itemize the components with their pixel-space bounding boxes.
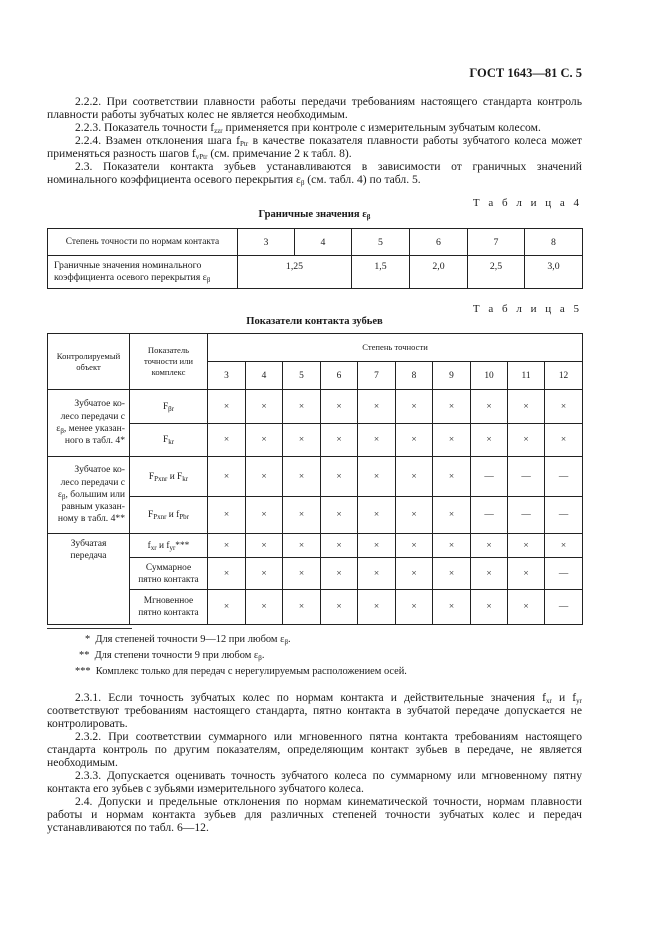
mark-cell: ×	[208, 558, 246, 590]
table4-degree: 5	[352, 229, 410, 256]
mark-cell: ×	[246, 534, 283, 558]
footnote-divider	[47, 628, 132, 629]
degree-cell: 9	[433, 362, 471, 390]
table4-degree: 3	[238, 229, 295, 256]
indicator-cell: $F_{\beta r}$	[130, 390, 208, 424]
table4-degree: 4	[295, 229, 352, 256]
indicator-cell: Суммарное пятно контакта	[130, 558, 208, 590]
table4-value: 1,5	[352, 256, 410, 289]
footnote: ** Для степени точности 9 при любом $\varepsilon_\beta$.	[79, 650, 265, 662]
table-row	[48, 390, 583, 424]
mark-cell: ×	[396, 534, 433, 558]
paragraph: 2.4. Допуски и предельные отклонения по нормам кинематической точности, нормам плавности работы и нормам контакта зубьев для различных степеней точности зубчатых колес и передач устанавливаются по табл. 6—12.	[47, 795, 582, 834]
table-row	[48, 534, 583, 558]
mark-cell: ×	[208, 497, 246, 534]
mark-cell: ×	[321, 534, 358, 558]
indicator-cell: $f_{xr}$ и $f_{yr}***$	[130, 534, 208, 558]
mark-cell: ×	[471, 424, 508, 457]
table4-value: 2,5	[468, 256, 525, 289]
object-cell: Зубчатое ко- лесо передачи с $\varepsilon_\beta$, менее указан- ного в табл. 4*	[48, 390, 130, 457]
mark-cell: ×	[396, 590, 433, 625]
mark-cell: ×	[358, 497, 396, 534]
mark-cell: ×	[208, 534, 246, 558]
mark-cell: ×	[508, 390, 545, 424]
mark-cell: ×	[358, 424, 396, 457]
mark-cell: —	[508, 497, 545, 534]
mark-cell: ×	[246, 457, 283, 497]
table-row	[48, 457, 583, 497]
mark-cell: ×	[433, 497, 471, 534]
paragraph: 2.3.3. Допускается оценивать точность зубчатого колеса по суммарному или мгновенному пятну контакта его зубьев с зубьями измерительного зубчатого колеса.	[47, 769, 582, 795]
mark-cell: —	[545, 558, 583, 590]
mark-cell: —	[545, 457, 583, 497]
degree-cell: 4	[246, 362, 283, 390]
indicator-cell: Мгновенное пятно контакта	[130, 590, 208, 625]
mark-cell: ×	[358, 457, 396, 497]
paragraph: 2.2.4. Взамен отклонения шага $f_{Ptr}$ в качестве показателя плавности работы зубчатого колеса может применяться разность шагов $f_{vPtr}$ (см. примечание 2 к табл. 8).	[47, 134, 582, 161]
mark-cell: ×	[358, 558, 396, 590]
mark-cell: ×	[283, 424, 321, 457]
table4-caption: Т а б л и ц а 4	[472, 197, 582, 209]
degree-cell: 7	[358, 362, 396, 390]
mark-cell: ×	[508, 534, 545, 558]
paragraph: 2.3.2. При соответствии суммарного или мгновенного пятна контакта требованиям настоящего стандарта контроль по другим показателям, определяющим контакт зубьев в передаче, не является необходимым.	[47, 730, 582, 769]
mark-cell: —	[545, 497, 583, 534]
mark-cell: ×	[321, 390, 358, 424]
mark-cell: ×	[208, 390, 246, 424]
mark-cell: ×	[283, 590, 321, 625]
mark-cell: ×	[321, 558, 358, 590]
col-indicator-header: Показатель точности или комплекс	[130, 334, 208, 390]
table5	[47, 333, 583, 625]
table4	[47, 228, 583, 289]
object-cell: Зубчатое ко- лесо передачи с $\varepsilon_\beta$, большим или равным указан- ному в табл. 4**	[48, 457, 130, 534]
table4-value: 2,0	[410, 256, 468, 289]
mark-cell: ×	[433, 424, 471, 457]
table4-row-label: Граничные значения номинального коэффициента осевого перекрытия $\varepsilon_\beta$	[48, 256, 238, 289]
footnote: * Для степеней точности 9—12 при любом $\varepsilon_\beta$.	[85, 634, 291, 646]
degree-cell: 12	[545, 362, 583, 390]
degree-cell: 11	[508, 362, 545, 390]
table4-degree: 7	[468, 229, 525, 256]
paragraph: 2.2.3. Показатель точности $f_{zzr}$ применяется при контроле с измерительным зубчатым колесом.	[75, 121, 541, 135]
mark-cell: ×	[246, 590, 283, 625]
mark-cell: ×	[321, 590, 358, 625]
mark-cell: ×	[433, 390, 471, 424]
col-object-header: Контролируемый объект	[48, 334, 130, 390]
mark-cell: ×	[396, 457, 433, 497]
indicator-cell: $F_{kr}$	[130, 424, 208, 457]
mark-cell: ×	[545, 534, 583, 558]
degree-cell: 3	[208, 362, 246, 390]
mark-cell: ×	[321, 497, 358, 534]
table5-caption: Т а б л и ц а 5	[472, 303, 582, 315]
degree-cell: 8	[396, 362, 433, 390]
top-paragraphs	[47, 95, 582, 186]
table4-title: Граничные значения $\varepsilon_\beta$	[258, 209, 371, 221]
mark-cell: ×	[321, 457, 358, 497]
mark-cell: ×	[508, 558, 545, 590]
table-row	[48, 229, 583, 256]
table4-degree: 8	[525, 229, 583, 256]
indicator-cell: $F_{Pxnr}$ и $F_{kr}$	[130, 457, 208, 497]
mark-cell: ×	[358, 390, 396, 424]
mark-cell: ×	[358, 534, 396, 558]
col-degree-header: Степень точности	[208, 334, 583, 362]
mark-cell: ×	[208, 590, 246, 625]
table-row	[48, 256, 583, 289]
mark-cell: —	[471, 457, 508, 497]
mark-cell: —	[508, 457, 545, 497]
mark-cell: ×	[283, 390, 321, 424]
mark-cell: ×	[471, 534, 508, 558]
mark-cell: ×	[396, 424, 433, 457]
mark-cell: ×	[545, 424, 583, 457]
mark-cell: ×	[208, 457, 246, 497]
mark-cell: —	[545, 590, 583, 625]
mark-cell: ×	[545, 390, 583, 424]
mark-cell: ×	[283, 497, 321, 534]
table4-value: 1,25	[238, 256, 352, 289]
mark-cell: ×	[433, 590, 471, 625]
mark-cell: ×	[358, 590, 396, 625]
mark-cell: ×	[321, 424, 358, 457]
table-row	[48, 334, 583, 362]
bottom-paragraphs	[47, 691, 582, 834]
table4-value: 3,0	[525, 256, 583, 289]
indicator-cell: $F_{Pxnr}$ и $f_{Pbr}$	[130, 497, 208, 534]
page-header: ГОСТ 1643—81 С. 5	[469, 66, 582, 80]
mark-cell: ×	[471, 558, 508, 590]
paragraph: 2.3. Показатели контакта зубьев устанавливаются в зависимости от граничных значений номинального коэффициента осевого перекрытия $\varepsilon_\beta$ (см. табл. 4) по табл. 5.	[47, 160, 582, 187]
mark-cell: ×	[246, 497, 283, 534]
degree-cell: 6	[321, 362, 358, 390]
table5-title: Показатели контакта зубьев	[246, 316, 383, 327]
mark-cell: ×	[246, 424, 283, 457]
table4-row-label: Степень точности по нормам контакта	[48, 229, 238, 256]
paragraph: 2.2.2. При соответствии плавности работы передачи требованиям настоящего стандарта контроль плавности работы зубчатых колес не является необходимым.	[47, 95, 582, 121]
mark-cell: —	[471, 497, 508, 534]
mark-cell: ×	[471, 390, 508, 424]
mark-cell: ×	[396, 558, 433, 590]
mark-cell: ×	[433, 534, 471, 558]
mark-cell: ×	[471, 590, 508, 625]
table4-degree: 6	[410, 229, 468, 256]
mark-cell: ×	[208, 424, 246, 457]
mark-cell: ×	[283, 534, 321, 558]
mark-cell: ×	[508, 424, 545, 457]
mark-cell: ×	[283, 457, 321, 497]
mark-cell: ×	[396, 390, 433, 424]
degree-cell: 5	[283, 362, 321, 390]
mark-cell: ×	[396, 497, 433, 534]
mark-cell: ×	[433, 558, 471, 590]
paragraph: 2.3.1. Если точность зубчатых колес по нормам контакта и действительные значения $f_{xr}$ и $f_{yr}$ соответствуют требованиям настоящего стандарта, пятно контакта в зубчатой передаче допускается не контролировать.	[47, 691, 582, 730]
mark-cell: ×	[246, 390, 283, 424]
object-cell: Зубчатая передача	[48, 534, 130, 625]
mark-cell: ×	[508, 590, 545, 625]
mark-cell: ×	[246, 558, 283, 590]
footnote: *** Комплекс только для передач с нерегулируемым расположением осей.	[75, 666, 407, 677]
mark-cell: ×	[433, 457, 471, 497]
mark-cell: ×	[283, 558, 321, 590]
degree-cell: 10	[471, 362, 508, 390]
